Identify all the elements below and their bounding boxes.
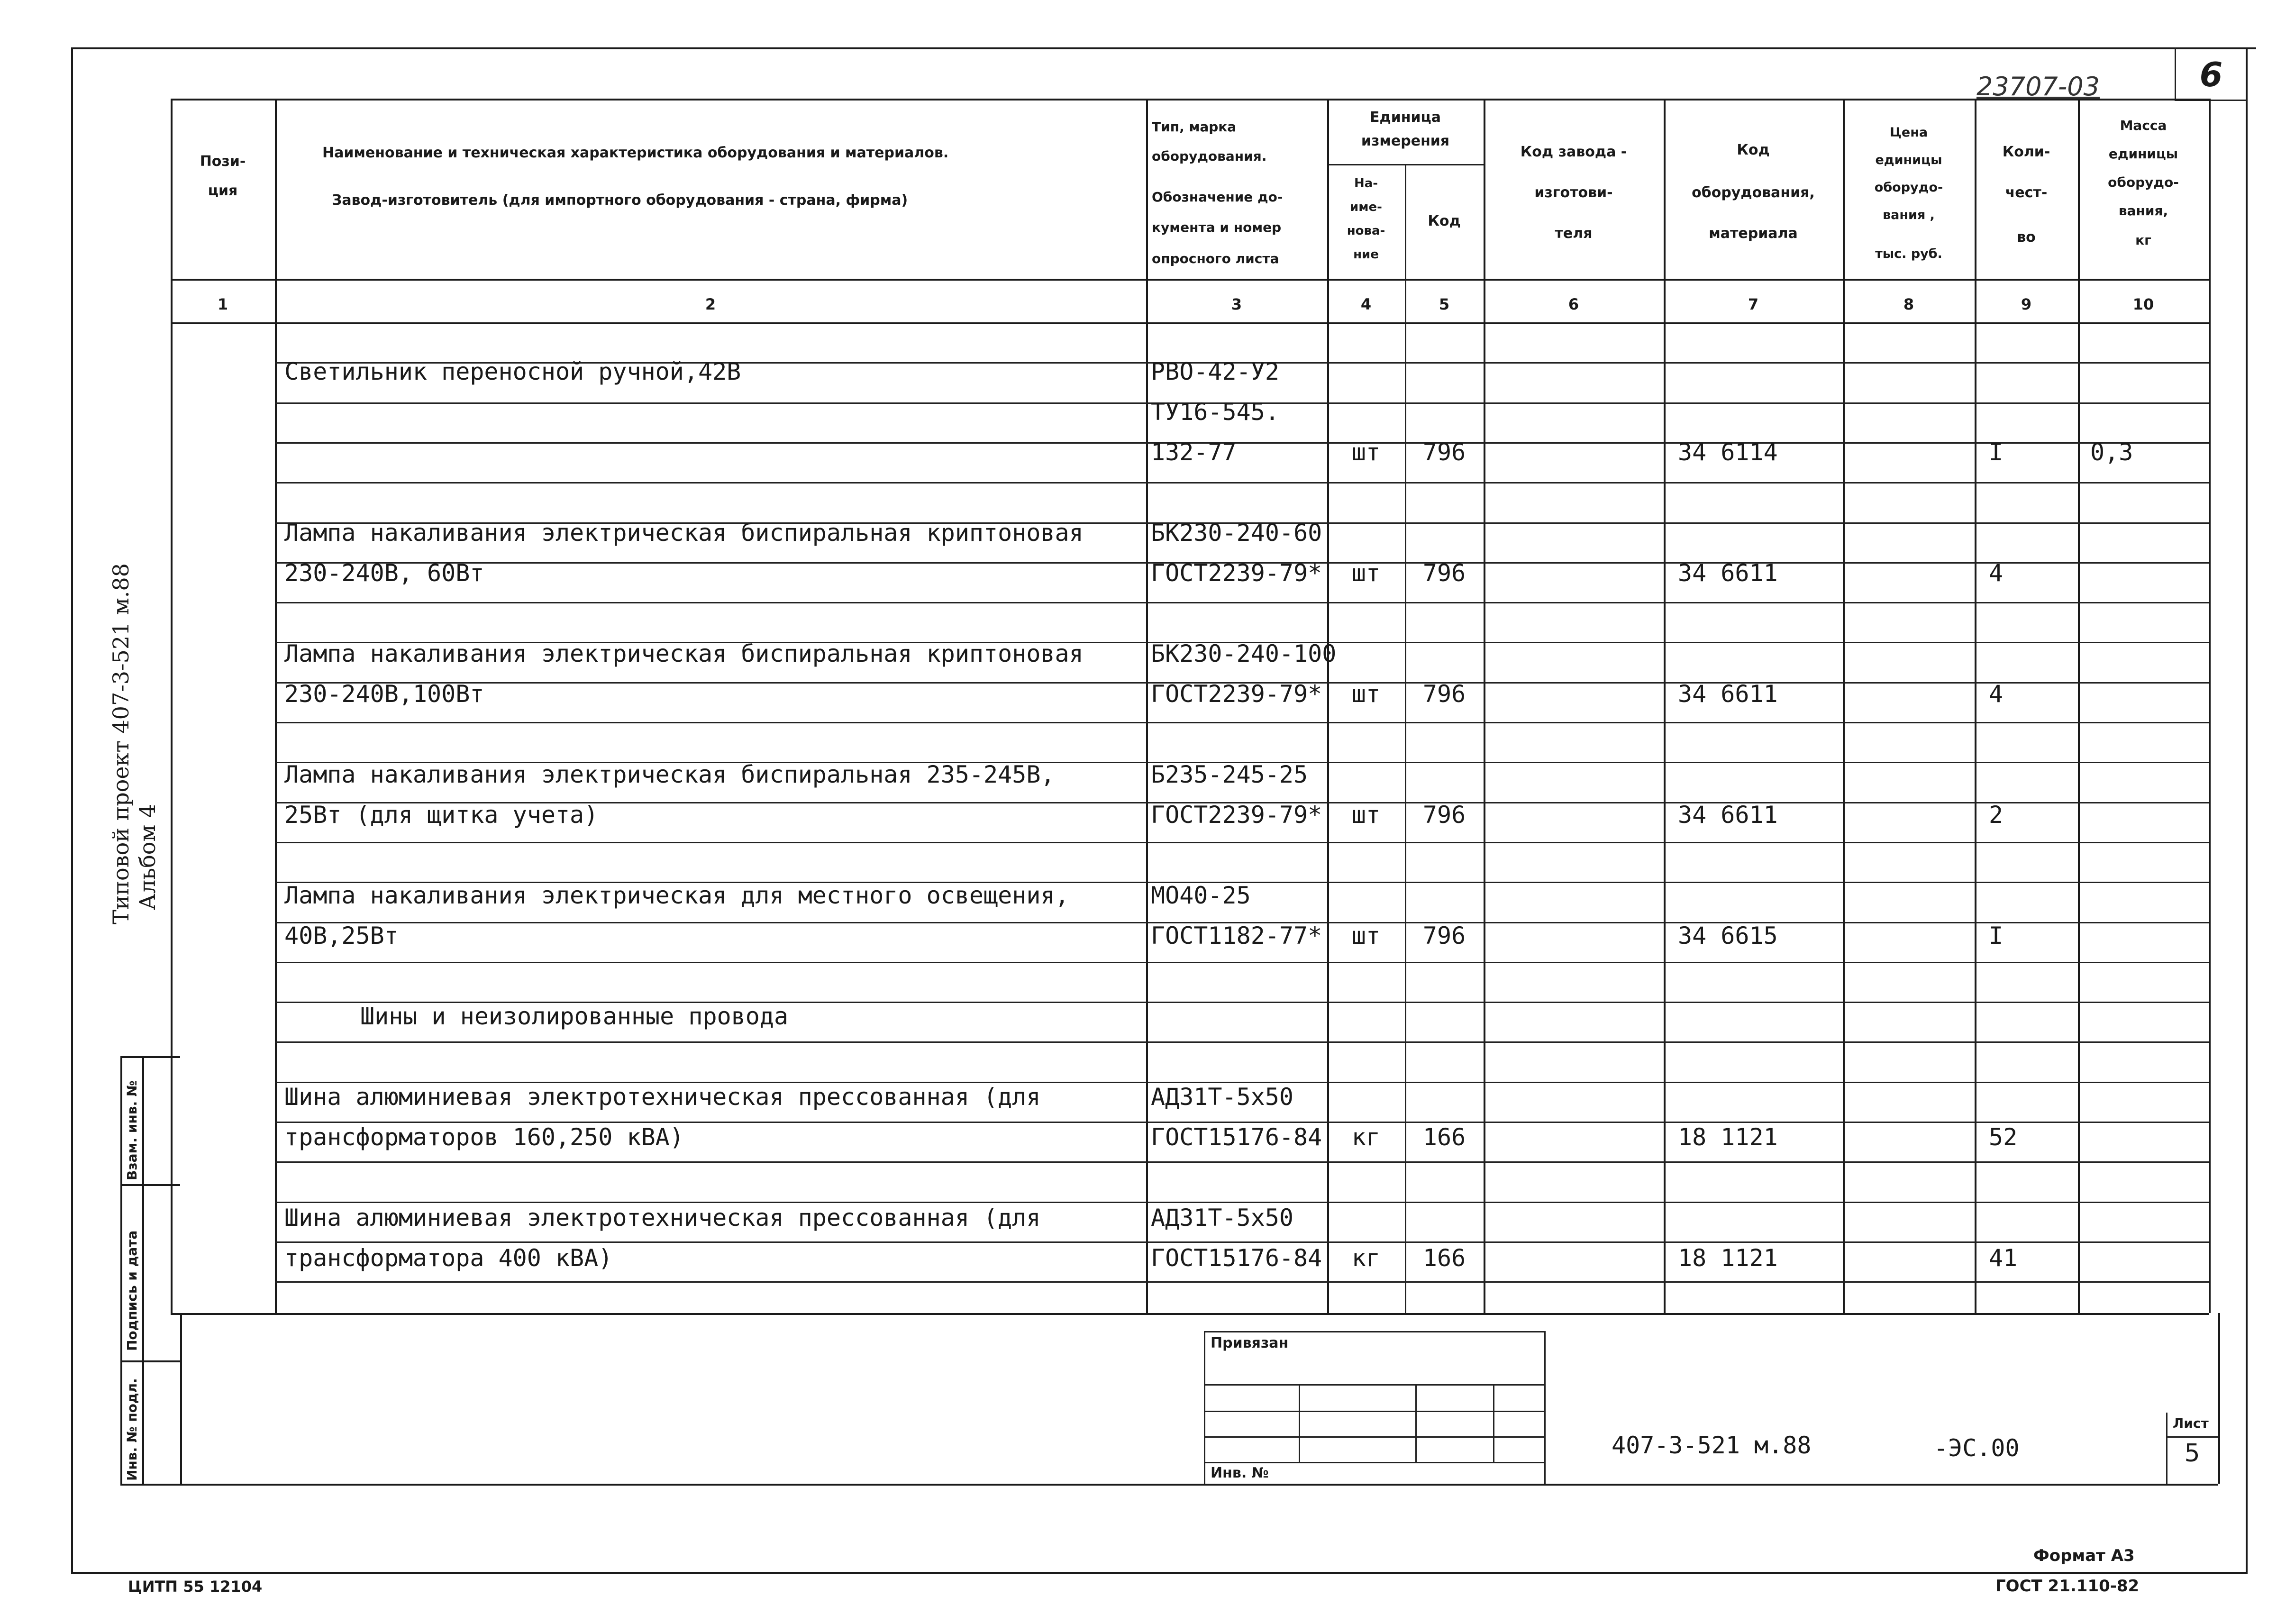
header-col10-line1: Масса	[2120, 118, 2167, 133]
row-type: АД31Т-5х50	[1151, 1204, 1294, 1232]
colnum-9: 9	[2021, 295, 2032, 313]
row-name	[284, 433, 1138, 471]
row-mass	[2090, 675, 2209, 713]
row-code: 18 1121	[1678, 1123, 1778, 1151]
header-col8-line5: тыс. руб.	[1875, 246, 1942, 261]
row-code: 34 6611	[1678, 801, 1778, 829]
header-col8-line3: оборудо-	[1874, 180, 1943, 195]
row-mass	[2090, 1199, 2209, 1237]
header-col7-line1: Код	[1737, 142, 1770, 158]
header-col1-line2: ция	[208, 182, 238, 199]
header-col9-line3: во	[2017, 229, 2036, 246]
row-unit	[1327, 353, 1405, 391]
row-code	[1678, 393, 1843, 431]
header-col10-line5: кг	[2135, 232, 2151, 248]
frame-right	[2246, 47, 2248, 1574]
side-vzam: Взам. инв. №	[124, 1080, 140, 1180]
row-unit: шт	[1351, 922, 1381, 949]
row-type: БК230-240-100	[1151, 640, 1337, 667]
header-unit-group-2: измерения	[1361, 133, 1450, 149]
row-qty	[1989, 1078, 2078, 1116]
frame-top	[71, 47, 2256, 49]
row-type: АД31Т-5х50	[1151, 1083, 1294, 1111]
row-code: 34 6611	[1678, 559, 1778, 587]
row-name: 40В,25Вт	[284, 922, 399, 949]
row-code	[1678, 1199, 1843, 1237]
row-type	[1151, 997, 1327, 1035]
tb-sheet-mid	[2166, 1436, 2218, 1438]
row-ucode	[1405, 756, 1484, 794]
row-mass	[2090, 796, 2209, 834]
col-line-7	[1843, 99, 1845, 1313]
header-col6-line1: Код завода -	[1520, 144, 1627, 160]
header-col8-line1: Цена	[1889, 125, 1928, 140]
frame-inner-bottom	[180, 1484, 2218, 1486]
row-ucode: 796	[1422, 438, 1466, 466]
row-mass	[2090, 917, 2209, 955]
tb-col-1	[1299, 1384, 1300, 1462]
row-name: Шина алюминиевая электротехническая прессованная (для	[284, 1083, 1041, 1111]
stamp-top	[120, 1056, 180, 1058]
row-line	[275, 482, 2209, 484]
row-name: Лампа накаливания электрическая биспиральная 235-245В,	[284, 761, 1055, 788]
row-name: трансформатора 400 кВА)	[284, 1244, 613, 1272]
header-bottom	[171, 279, 2209, 281]
row-code: 34 6615	[1678, 922, 1778, 949]
row-type: ГОСТ2239-79*	[1151, 801, 1322, 829]
row-unit	[1327, 756, 1405, 794]
tb-col-2	[1415, 1384, 1417, 1462]
row-qty	[1989, 635, 2078, 673]
row-code: 18 1121	[1678, 1244, 1778, 1272]
print-code: ЦИТП 55 12104	[128, 1578, 263, 1596]
row-name: Шины и неизолированные провода	[360, 1003, 789, 1030]
row-ucode	[1405, 1078, 1484, 1116]
row-name	[284, 393, 1138, 431]
row-type: БК230-240-60	[1151, 519, 1322, 547]
header-col2-line1: Наименование и техническая характеристика оборудования и материалов.	[322, 145, 949, 161]
inner-left	[180, 1313, 182, 1484]
row-type: ТУ16-545.	[1151, 398, 1279, 426]
col-line-10	[2209, 99, 2211, 1313]
row-line	[275, 1161, 2209, 1163]
row-mass	[2090, 1239, 2209, 1277]
row-mass	[2090, 997, 2209, 1035]
header-col4-line4: ние	[1353, 247, 1379, 262]
row-qty: 2	[1989, 801, 2004, 829]
row-code: 34 6611	[1678, 680, 1778, 708]
header-col9-line1: Коли-	[2002, 144, 2050, 160]
row-type: Б235-245-25	[1151, 761, 1308, 788]
colnum-8: 8	[1903, 295, 1914, 313]
handwritten-number: 23707-03	[1976, 72, 2100, 101]
colnum-10: 10	[2132, 295, 2154, 313]
col-line-8	[1975, 99, 1976, 1313]
row-type: 132-77	[1151, 438, 1237, 466]
row-qty	[1989, 514, 2078, 552]
row-unit	[1327, 997, 1405, 1035]
header-col1-line1: Пози-	[200, 153, 246, 170]
row-qty	[1989, 353, 2078, 391]
header-col5: Код	[1428, 213, 1461, 229]
colnum-2: 2	[705, 295, 716, 313]
row-unit	[1327, 876, 1405, 914]
row-type: ГОСТ15176-84	[1151, 1123, 1322, 1151]
colnum-4: 4	[1360, 295, 1372, 313]
row-name: 230-240В, 60Вт	[284, 559, 484, 587]
header-col3-line1: Тип, марка	[1152, 119, 1237, 135]
row-unit: шт	[1351, 438, 1381, 466]
header-col3-line3: Обозначение до-	[1152, 189, 1283, 205]
row-ucode	[1405, 514, 1484, 552]
stamp-div-2	[120, 1360, 180, 1362]
row-ucode: 796	[1422, 922, 1466, 949]
tb-top	[1204, 1331, 1545, 1332]
row-unit: кг	[1351, 1244, 1381, 1272]
tb-sheet-number: 5	[2184, 1439, 2200, 1468]
row-qty: 52	[1989, 1123, 2018, 1151]
row-unit	[1327, 1078, 1405, 1116]
header-col10-line4: вания,	[2118, 203, 2168, 219]
colnum-bottom	[171, 322, 2209, 324]
row-code: 34 6114	[1678, 438, 1778, 466]
row-line	[275, 842, 2209, 843]
header-col4-line1: На-	[1354, 176, 1378, 191]
row-name: трансформаторов 160,250 кВА)	[284, 1123, 684, 1151]
row-line	[275, 962, 2209, 963]
row-type: ГОСТ2239-79*	[1151, 559, 1322, 587]
format-label: Формат А3	[2033, 1546, 2135, 1565]
row-mass	[2090, 635, 2209, 673]
row-name: Светильник переносной ручной,42В	[284, 358, 741, 385]
row-mass	[2090, 1118, 2209, 1156]
tb-line-4	[1204, 1462, 1545, 1463]
stamp-bottom	[120, 1484, 180, 1486]
row-qty	[1989, 393, 2078, 431]
tb-left	[1204, 1331, 1205, 1484]
row-mass	[2090, 554, 2209, 592]
row-qty	[1989, 997, 2078, 1035]
colnum-1: 1	[217, 295, 228, 313]
header-col3-line4: кумента и номер	[1152, 219, 1282, 235]
tb-sheet-label: Лист	[2173, 1415, 2209, 1431]
row-qty: 4	[1989, 680, 2004, 708]
side-album: Альбом 4	[135, 803, 160, 910]
row-code	[1678, 997, 1843, 1035]
row-ucode: 166	[1422, 1123, 1466, 1151]
row-mass	[2090, 514, 2209, 552]
row-ucode	[1405, 393, 1484, 431]
col-line-1	[275, 99, 277, 1313]
row-mass	[2090, 756, 2209, 794]
stamp-div-1	[120, 1184, 180, 1186]
side-project: Типовой проект 407-3-521 м.88	[108, 563, 134, 924]
row-qty: I	[1989, 922, 2004, 949]
row-mass: 0,3	[2090, 438, 2133, 466]
corner-box-left	[2175, 47, 2176, 100]
header-col3-line2: оборудования.	[1152, 148, 1267, 164]
row-code	[1678, 876, 1843, 914]
row-name: 25Вт (для щитка учета)	[284, 801, 599, 829]
colnum-7: 7	[1748, 295, 1759, 313]
header-col10-line2: единицы	[2108, 146, 2178, 162]
row-type: ГОСТ15176-84	[1151, 1244, 1322, 1272]
stamp-left	[120, 1056, 122, 1485]
header-col2-line2: Завод-изготовитель (для импортного оборудования - страна, фирма)	[332, 192, 908, 209]
header-col10-line3: оборудо-	[2108, 174, 2179, 190]
row-unit: шт	[1351, 559, 1381, 587]
colnum-5: 5	[1439, 295, 1450, 313]
row-mass	[2090, 1078, 2209, 1116]
row-qty: 4	[1989, 559, 2004, 587]
header-unit-group-1: Единица	[1370, 109, 1441, 126]
header-col9-line2: чест-	[2005, 184, 2048, 201]
row-unit	[1327, 514, 1405, 552]
row-name: Лампа накаливания электрическая биспиральная криптоновая	[284, 519, 1084, 547]
row-line	[275, 602, 2209, 603]
table-bottom	[171, 1313, 2209, 1315]
row-ucode: 166	[1422, 1244, 1466, 1272]
row-name: Лампа накаливания электрическая биспиральная криптоновая	[284, 640, 1084, 667]
tb-right	[1544, 1331, 1546, 1484]
header-col6-line3: теля	[1555, 225, 1593, 242]
row-unit: кг	[1351, 1123, 1381, 1151]
row-qty: 41	[1989, 1244, 2018, 1272]
tb-doc-code: 407-3-521 м.88	[1612, 1432, 1812, 1459]
tb-inv-no: Инв. №	[1211, 1465, 1269, 1481]
header-col8-line2: единицы	[1875, 153, 1942, 167]
row-type: ГОСТ1182-77*	[1151, 922, 1322, 949]
row-qty	[1989, 876, 2078, 914]
row-unit	[1327, 1199, 1405, 1237]
header-col7-line2: оборудования,	[1692, 184, 1815, 201]
row-ucode	[1405, 635, 1484, 673]
corner-page-number: 6	[2199, 55, 2223, 94]
row-code	[1678, 756, 1843, 794]
row-line	[275, 1281, 2209, 1283]
header-col4-line3: нова-	[1347, 224, 1385, 238]
row-mass	[2090, 353, 2209, 391]
row-qty	[1989, 1199, 2078, 1237]
row-line	[275, 1041, 2209, 1043]
row-unit: шт	[1351, 680, 1381, 708]
gost-label: ГОСТ 21.110-82	[1995, 1577, 2140, 1596]
row-ucode: 796	[1422, 680, 1466, 708]
row-code	[1678, 353, 1843, 391]
col-line-5	[1484, 99, 1485, 1313]
tb-sheet-left	[2166, 1413, 2168, 1484]
col-line-2	[1146, 99, 1148, 1313]
row-unit	[1327, 635, 1405, 673]
header-col3-line5: опросного листа	[1152, 251, 1279, 266]
row-ucode	[1405, 997, 1484, 1035]
row-name: 230-240В,100Вт	[284, 680, 484, 708]
stamp-mid	[142, 1056, 144, 1485]
header-col8-line4: вания ,	[1883, 208, 1935, 222]
row-mass	[2090, 876, 2209, 914]
header-col7-line3: материала	[1709, 225, 1798, 242]
row-qty: I	[1989, 438, 2004, 466]
colnum-3: 3	[1231, 295, 1242, 313]
col-line-9	[2078, 99, 2080, 1313]
inner-right	[2218, 1313, 2220, 1484]
row-ucode: 796	[1422, 801, 1466, 829]
row-ucode	[1405, 1199, 1484, 1237]
col-line-6	[1664, 99, 1666, 1313]
row-type: МО40-25	[1151, 882, 1251, 909]
header-col6-line2: изготови-	[1534, 184, 1613, 201]
table-top	[171, 99, 2209, 100]
row-code	[1678, 514, 1843, 552]
row-name: Шина алюминиевая электротехническая прессованная (для	[284, 1204, 1041, 1232]
row-ucode: 796	[1422, 559, 1466, 587]
col-line-0	[171, 99, 173, 1313]
side-podpis: Подпись и дата	[124, 1230, 140, 1351]
tb-col-3	[1493, 1384, 1494, 1462]
row-ucode	[1405, 876, 1484, 914]
colnum-6: 6	[1568, 295, 1579, 313]
tb-privyazan: Привязан	[1211, 1335, 1289, 1351]
side-inv-podl: Инв. № подл.	[124, 1378, 140, 1481]
tb-doc-suffix: -ЭС.00	[1934, 1434, 2020, 1462]
row-mass	[2090, 393, 2209, 431]
row-unit: шт	[1351, 801, 1381, 829]
row-code	[1678, 1078, 1843, 1116]
row-code	[1678, 635, 1843, 673]
row-type: ГОСТ2239-79*	[1151, 680, 1322, 708]
frame-bottom	[71, 1572, 2248, 1574]
row-unit	[1327, 393, 1405, 431]
row-qty	[1989, 756, 2078, 794]
row-ucode	[1405, 353, 1484, 391]
header-col4-line2: име-	[1350, 200, 1382, 214]
row-name: Лампа накаливания электрическая для местного освещения,	[284, 882, 1069, 909]
row-line	[275, 722, 2209, 723]
row-type: РВО-42-У2	[1151, 358, 1279, 385]
frame-left	[71, 47, 73, 1574]
